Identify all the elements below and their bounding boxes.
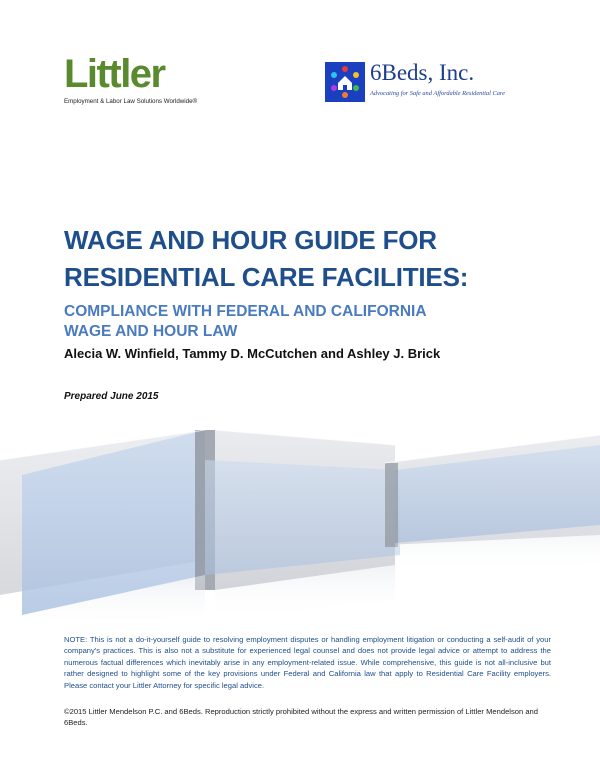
title-line-2: RESIDENTIAL CARE FACILITIES: [64,262,469,292]
document-title [64,222,544,296]
copyright-notice: ©2015 Littler Mendelson P.C. and 6Beds. Reproduction strictly prohibited without the express and written permission of Littler Mendelson and 6Beds. [64,707,538,728]
littler-logo-tagline: Employment & Labor Law Solutions Worldwide® [64,98,198,105]
sixbeds-logo-tagline: Advocating for Safe and Affordable Residential Care [370,90,506,97]
subtitle-line-2: WAGE AND HOUR LAW [64,323,238,340]
sixbeds-logo [325,62,525,104]
sixbeds-house-icon [325,62,365,102]
legal-disclaimer-note: NOTE: This is not a do-it-yourself guide to resolving employment disputes or handling employment litigation or conducting a self-audit of your company's practices. This is also not a substitute for experienced legal counsel and does not provide legal advice or attempt to address the numerous factual differences which inevitably arise in any employment-related issue. While comprehensive, this guide is not all-inclusive but rather designed to highlight some of the key provisions under Federal and California law that apply to Residential Care Facility employers. Please contact your Littler Attorney for specific legal advice. [64,635,551,690]
authors: Alecia W. Winfield, Tammy D. McCutchen and Ashley J. Brick [64,346,441,361]
title-line-1: WAGE AND HOUR GUIDE FOR [64,225,437,255]
littler-logo [64,52,214,108]
decorative-glass-panels [0,415,600,630]
prepared-date: Prepared June 2015 [64,391,159,402]
littler-logo-name: Littler [64,52,165,96]
subtitle-line-1: COMPLIANCE WITH FEDERAL AND CALIFORNIA [64,303,427,320]
document-subtitle [64,302,544,342]
sixbeds-logo-name: 6Beds, Inc. [370,60,475,85]
